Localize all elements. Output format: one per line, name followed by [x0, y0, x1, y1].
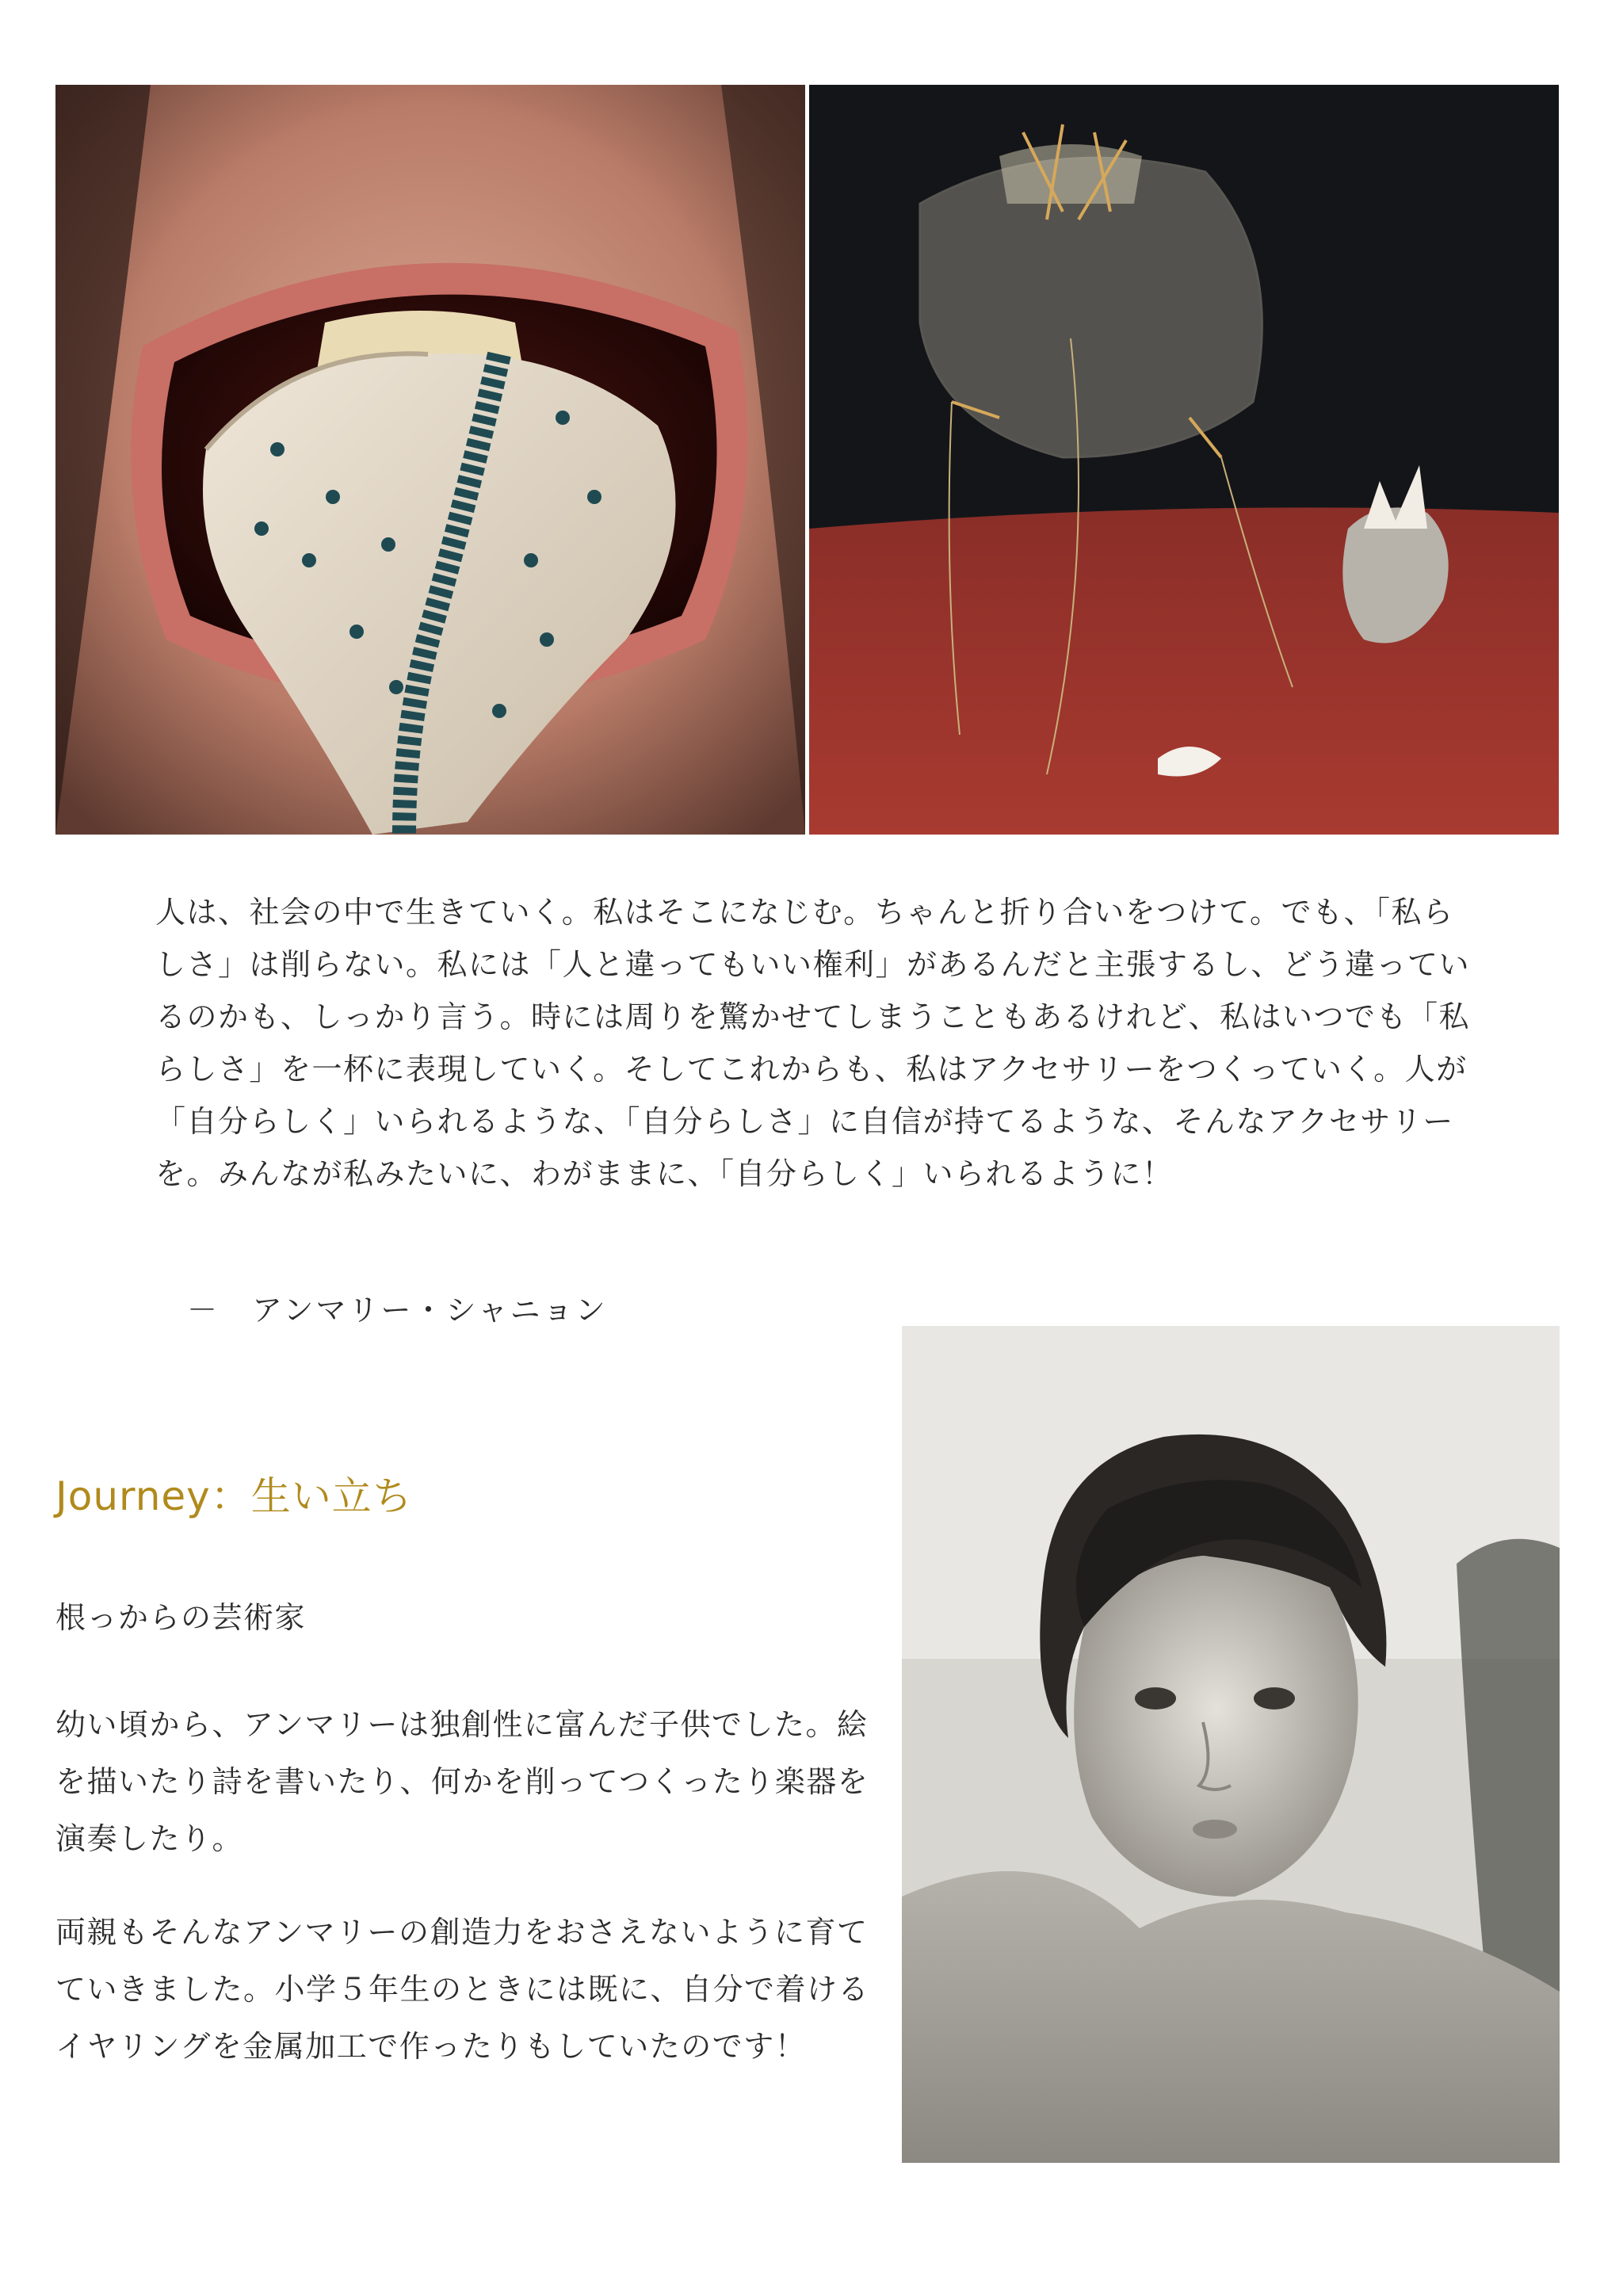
- section-subheading: 根っからの芸術家: [55, 1600, 307, 1635]
- journey-paragraph-1: 幼い頃から、アンマリーは独創性に富んだ子供でした。絵を描いたり詩を書いたり、何かを削ってつくったり楽器を演奏したり。: [55, 1707, 869, 1856]
- plastic-sculpture-photo: [809, 85, 1559, 835]
- quote-text: 人は、社会の中で生きていく。私はそこになじむ。ちゃんと折り合いをつけて。でも、「私らしさ」は削らない。私には「人と違ってもいい権利」があるんだと主張するし、どう違っているのかも、しっかり言う。時には周りを驚かせてしまうこともあるけれど、私はいつでも「私らしさ」を一杯に表現していく。そしてこれからも、私はアクセサリーをつくっていく。人が「自分らしく」いられるような、「自分らしさ」に自信が持てるような、そんなアクセサリーを。みんなが私みたいに、わがままに、「自分らしく」いられるように！: [155, 895, 1471, 1191]
- quote-attribution: － アンマリー・シャニョン: [187, 1293, 608, 1328]
- childhood-portrait-photo: [902, 1326, 1560, 2163]
- beaded-tongue-photo: [55, 85, 805, 835]
- journey-paragraph-2: 両親もそんなアンマリーの創造力をおさえないように育てていきました。小学５年生のときには既に、自分で着けるイヤリングを金属加工で作ったりもしていたのです！: [55, 1915, 870, 2064]
- section-heading: Journey：生い立ち: [55, 1473, 413, 1519]
